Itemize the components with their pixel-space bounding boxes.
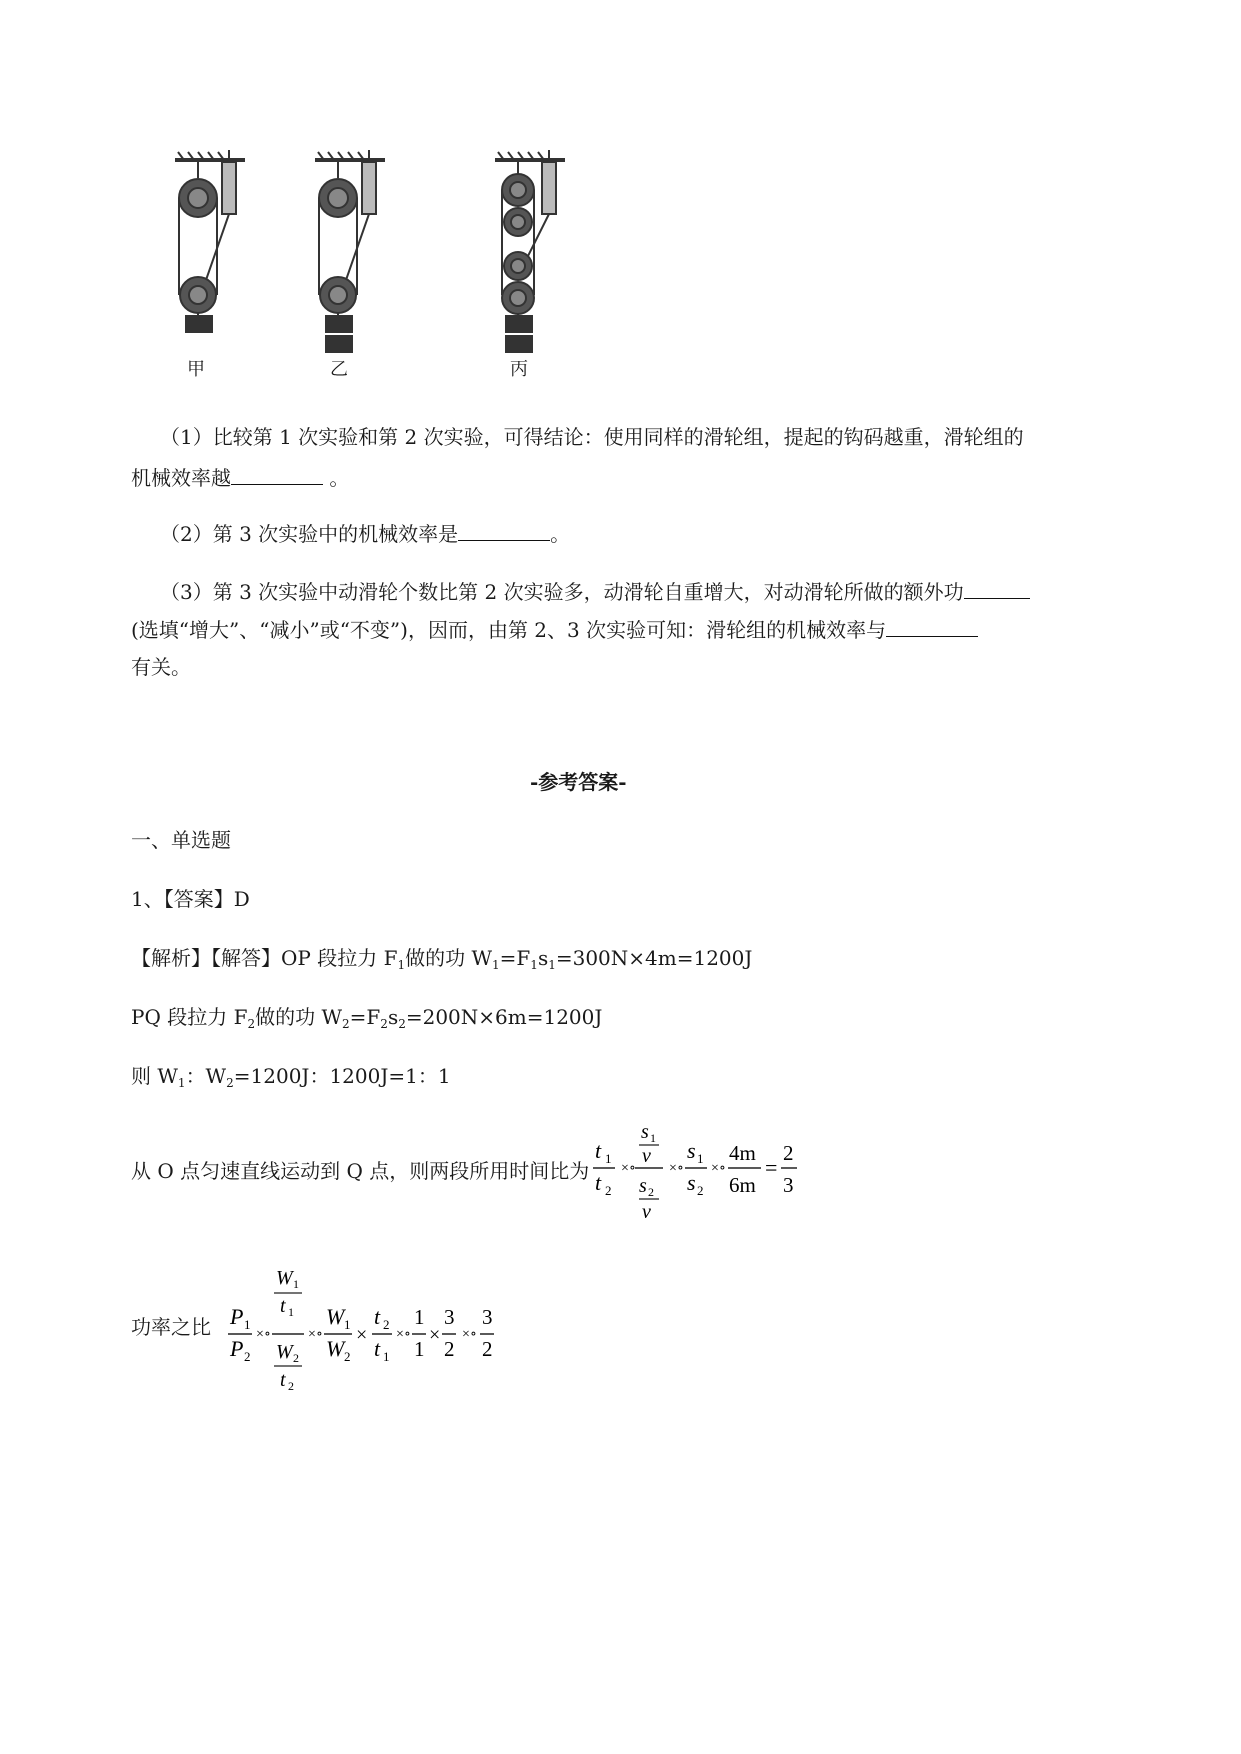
svg-text:∘: ∘ xyxy=(470,1327,477,1342)
pulley-setup-a xyxy=(175,150,245,332)
q3-answer-blank-1[interactable] xyxy=(964,576,1030,599)
svg-text:2: 2 xyxy=(697,1183,704,1198)
svg-text:1: 1 xyxy=(414,1337,425,1361)
svg-text:1: 1 xyxy=(414,1305,425,1329)
q1-line2-text: 机械效率越 xyxy=(131,466,231,490)
svg-text:P: P xyxy=(230,1304,244,1329)
svg-text:2: 2 xyxy=(648,1185,654,1199)
svg-text:1: 1 xyxy=(288,1305,294,1319)
svg-text:1: 1 xyxy=(244,1317,251,1332)
svg-text:2: 2 xyxy=(288,1379,294,1392)
svg-text:W: W xyxy=(276,1341,293,1363)
answers-title: -参考答案- xyxy=(530,770,627,794)
time-ratio-formula xyxy=(585,1118,805,1228)
q3-answer-blank-2[interactable] xyxy=(886,614,978,637)
q3-line2-text: (选填“增大”、“减小”或“不变”)，因而，由第 2、3 次实验可知：滑轮组的机械效率与 xyxy=(131,618,887,642)
q2-end: 。 xyxy=(550,522,571,546)
svg-text:∘: ∘ xyxy=(404,1327,411,1342)
svg-text:6m: 6m xyxy=(729,1173,756,1197)
time-ratio-text: 从 O 点匀速直线运动到 Q 点，则两段所用时间比为 xyxy=(131,1159,590,1183)
svg-text:2: 2 xyxy=(783,1141,794,1165)
svg-text:×: × xyxy=(356,1324,368,1346)
section-heading: 一、单选题 xyxy=(131,828,231,852)
q1-answer-blank[interactable] xyxy=(231,462,323,485)
svg-text:W: W xyxy=(326,1336,345,1361)
q3-line1-text: （3）第 3 次实验中动滑轮个数比第 2 次实验多，动滑轮自重增大，对动滑轮所做的额外功 xyxy=(160,580,964,604)
svg-text:s: s xyxy=(641,1121,649,1143)
q2-text: （2）第 3 次实验中的机械效率是 xyxy=(160,522,459,546)
svg-text:v: v xyxy=(642,1201,651,1223)
power-ratio-formula xyxy=(222,1262,512,1392)
svg-text:t: t xyxy=(280,1295,286,1317)
svg-text:t: t xyxy=(595,1138,602,1163)
pulley-setup-b xyxy=(315,150,385,352)
svg-text:×: × xyxy=(669,1161,677,1176)
svg-text:∘: ∘ xyxy=(677,1161,684,1176)
svg-text:s: s xyxy=(639,1175,647,1197)
q3-line1 xyxy=(160,576,1030,607)
svg-text:2: 2 xyxy=(383,1317,390,1332)
svg-text:1: 1 xyxy=(383,1349,390,1364)
analysis-line-2: PQ 段拉力 $F_2$做的功 $W_2=F_2s_2=200N\times 6m=1200J$ xyxy=(131,1005,603,1031)
pulley-figure xyxy=(170,140,590,430)
svg-text:2: 2 xyxy=(293,1351,299,1365)
analysis-line-1: 【解析】【解答】OP 段拉力 $F_1$做的功 $W_1=F_1s_1=300N\times 4m=1200J$ xyxy=(131,946,753,972)
svg-text:1: 1 xyxy=(344,1317,351,1332)
svg-text:2: 2 xyxy=(605,1183,612,1198)
svg-text:v: v xyxy=(642,1145,651,1167)
q1-line2-end: 。 xyxy=(323,466,350,490)
q2-line xyxy=(160,518,570,549)
svg-text:s: s xyxy=(687,1138,696,1163)
svg-text:2: 2 xyxy=(244,1349,251,1364)
svg-text:2: 2 xyxy=(444,1337,455,1361)
svg-text:4m: 4m xyxy=(729,1141,756,1165)
figure-label-c: 丙 xyxy=(510,359,528,380)
svg-text:×: × xyxy=(396,1327,404,1342)
svg-text:×: × xyxy=(711,1161,719,1176)
svg-text:∘: ∘ xyxy=(316,1327,323,1342)
pulley-setup-c xyxy=(495,150,565,352)
answer-item-1: 1、【答案】D xyxy=(131,887,250,911)
svg-text:×: × xyxy=(462,1327,470,1342)
q3-line3: 有关。 xyxy=(131,655,191,679)
svg-text:×: × xyxy=(308,1327,316,1342)
svg-text:∘: ∘ xyxy=(719,1161,726,1176)
svg-text:×: × xyxy=(621,1161,629,1176)
svg-text:=: = xyxy=(765,1155,778,1180)
svg-text:t: t xyxy=(374,1304,381,1329)
svg-text:1: 1 xyxy=(697,1151,704,1166)
svg-text:∘: ∘ xyxy=(264,1327,271,1342)
svg-text:1: 1 xyxy=(293,1277,299,1291)
q2-answer-blank[interactable] xyxy=(458,518,550,541)
svg-text:W: W xyxy=(326,1304,345,1329)
svg-text:×: × xyxy=(256,1327,264,1342)
svg-text:3: 3 xyxy=(482,1305,493,1329)
svg-text:t: t xyxy=(595,1170,602,1195)
svg-text:P: P xyxy=(230,1336,244,1361)
svg-text:2: 2 xyxy=(482,1337,493,1361)
q1-line1: （1）比较第 1 次实验和第 2 次实验，可得结论：使用同样的滑轮组，提起的钩码越重，滑轮组的 xyxy=(160,425,1024,449)
svg-text:t: t xyxy=(374,1336,381,1361)
svg-text:s: s xyxy=(687,1170,696,1195)
q3-line2 xyxy=(131,614,978,645)
svg-text:∘: ∘ xyxy=(629,1161,636,1176)
svg-text:1: 1 xyxy=(650,1131,656,1145)
power-ratio-text: 功率之比 xyxy=(131,1315,211,1339)
analysis-line-3: 则 $W_1$：$W_2=1200J$：1200J=1：1 xyxy=(131,1064,451,1090)
q1-line2 xyxy=(131,462,349,493)
svg-text:3: 3 xyxy=(783,1173,794,1197)
figure-label-b: 乙 xyxy=(330,359,348,380)
svg-text:2: 2 xyxy=(344,1349,351,1364)
svg-text:W: W xyxy=(276,1267,293,1289)
svg-text:1: 1 xyxy=(605,1151,612,1166)
figure-label-a: 甲 xyxy=(187,359,205,380)
svg-text:×: × xyxy=(429,1324,441,1346)
svg-text:3: 3 xyxy=(444,1305,455,1329)
svg-text:t: t xyxy=(280,1369,286,1391)
